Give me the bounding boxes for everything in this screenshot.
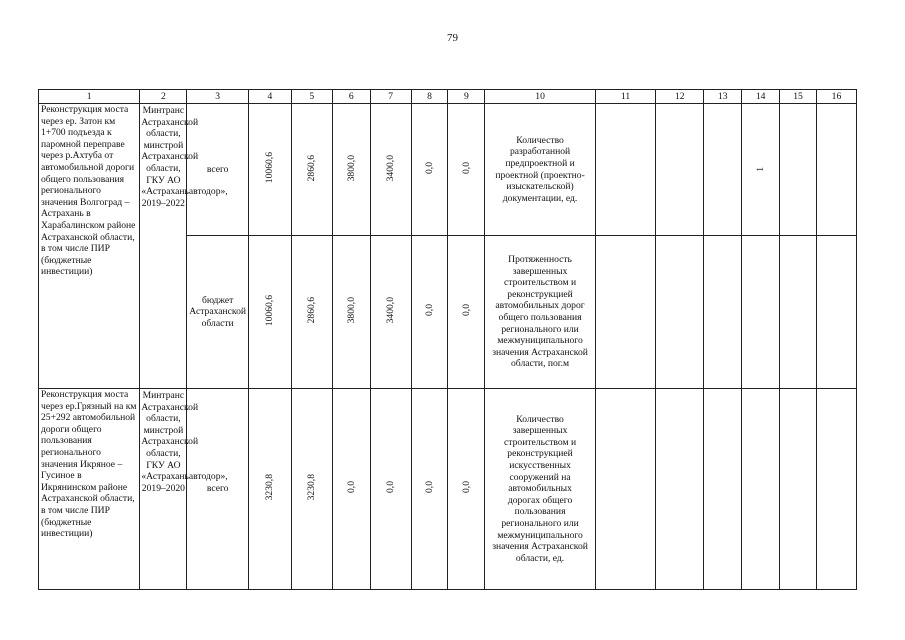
- header-cell: 8: [411, 90, 448, 104]
- amount-value: 2860,6: [306, 154, 318, 181]
- header-cell: 1: [39, 90, 140, 104]
- amount-value: 2860,6: [306, 297, 318, 324]
- header-cell: 16: [816, 90, 856, 104]
- amount-value: 0,0: [424, 161, 436, 174]
- header-cell: 3: [187, 90, 248, 104]
- funding-source-cell: всего: [187, 389, 248, 590]
- empty-cell: [816, 389, 856, 590]
- empty-cell: [780, 389, 817, 590]
- amount-cell: [332, 104, 370, 236]
- funding-source-cell: бюджет Астраханской области: [187, 236, 248, 389]
- empty-cell: [595, 104, 655, 236]
- executor-cell: Минтранс Астраханской области, минстрой Астраханской области, ГКУ АО «Астраханьавтодор», 2019–2022: [140, 104, 187, 389]
- header-cell: 6: [332, 90, 370, 104]
- header-cell: 4: [248, 90, 291, 104]
- amount-value: 0,0: [424, 304, 436, 317]
- header-cell: 2: [140, 90, 187, 104]
- project-name-cell: Реконструкция моста через ер. Затон км 1+700 подъезда к паромной переправе через р.Ахтуба от автомобильной дороги общего пользования регионального значения Волгоград – Астрахань в Харабалинском районе Астраханской области, в том числе ПИР (бюджетные инвестиции): [39, 104, 140, 389]
- header-cell: 12: [656, 90, 704, 104]
- empty-cell: [780, 104, 817, 236]
- indicator-cell: Протяженность завершенных строительством и реконструкцией автомобильных дорог общего пользования регионального или межмуниципального значения Астраханской области, пог.м: [485, 236, 596, 389]
- executor-cell: Минтранс Астраханской области, минстрой Астраханской области, ГКУ АО «Астраханьавтодор», 2019–2020: [140, 389, 187, 590]
- header-cell: 5: [291, 90, 332, 104]
- amount-cell: [370, 236, 411, 389]
- amount-cell: [411, 389, 448, 590]
- amount-value: 3800,0: [345, 154, 357, 181]
- indicator-cell: Количество завершенных строительством и реконструкцией искусственных сооружений на автомобильных дорогах общего пользования регионального или межмуниципального значения Астраханской области, ед.: [485, 389, 596, 590]
- amount-cell: [370, 389, 411, 590]
- header-cell: 10: [485, 90, 596, 104]
- amount-cell: [248, 389, 291, 590]
- amount-value: 0,0: [460, 161, 472, 174]
- amount-value: 3400,0: [385, 297, 397, 324]
- amount-cell: [448, 236, 485, 389]
- amount-cell: [370, 104, 411, 236]
- empty-cell: [656, 104, 704, 236]
- target-value-cell: [742, 104, 780, 236]
- empty-cell: [595, 236, 655, 389]
- funding-source-cell: всего: [187, 104, 248, 236]
- header-cell: 14: [742, 90, 780, 104]
- target-value-mark: 1: [755, 166, 767, 172]
- amount-value: 0,0: [385, 481, 397, 494]
- empty-cell: [742, 236, 780, 389]
- amount-value: 0,0: [345, 481, 357, 494]
- amount-value: 3400,0: [385, 154, 397, 181]
- amount-value: 3800,0: [345, 297, 357, 324]
- empty-cell: [656, 236, 704, 389]
- amount-cell: [411, 104, 448, 236]
- header-cell: 15: [780, 90, 817, 104]
- amount-value: 0,0: [424, 481, 436, 494]
- empty-cell: [704, 236, 742, 389]
- table-row: [39, 104, 857, 236]
- empty-cell: [780, 236, 817, 389]
- header-cell: 7: [370, 90, 411, 104]
- amount-value: 3230,8: [306, 474, 318, 501]
- amount-cell: [411, 236, 448, 389]
- empty-cell: [816, 104, 856, 236]
- amount-cell: [248, 236, 291, 389]
- amount-cell: [291, 389, 332, 590]
- amount-cell: [291, 236, 332, 389]
- indicator-cell: Количество разработанной предпроектной и проектной (проектно-изыскательской) документации, ед.: [485, 104, 596, 236]
- budget-table: [38, 89, 857, 590]
- empty-cell: [704, 104, 742, 236]
- header-cell: 13: [704, 90, 742, 104]
- amount-value: 0,0: [460, 304, 472, 317]
- header-cell: 9: [448, 90, 485, 104]
- empty-cell: [595, 389, 655, 590]
- amount-value: 3230,8: [264, 474, 276, 501]
- amount-cell: [332, 236, 370, 389]
- table-header-row: [39, 90, 857, 104]
- empty-cell: [704, 389, 742, 590]
- page-number: 79: [447, 32, 458, 44]
- amount-cell: [448, 389, 485, 590]
- amount-cell: [291, 104, 332, 236]
- empty-cell: [816, 236, 856, 389]
- header-cell: 11: [595, 90, 655, 104]
- table-row: [39, 389, 857, 590]
- project-name-cell: Реконструкция моста через ер.Грязный на км 25+292 автомобильной дороги общего пользования регионального значения Икряное – Гусиное в Икрянинском районе Астраханской области, в том числе ПИР (бюджетные инвестиции): [39, 389, 140, 590]
- amount-value: 10060,6: [264, 294, 276, 326]
- amount-cell: [332, 389, 370, 590]
- amount-cell: [248, 104, 291, 236]
- amount-cell: [448, 104, 485, 236]
- empty-cell: [656, 389, 704, 590]
- amount-value: 10060,6: [264, 152, 276, 184]
- empty-cell: [742, 389, 780, 590]
- amount-value: 0,0: [460, 481, 472, 494]
